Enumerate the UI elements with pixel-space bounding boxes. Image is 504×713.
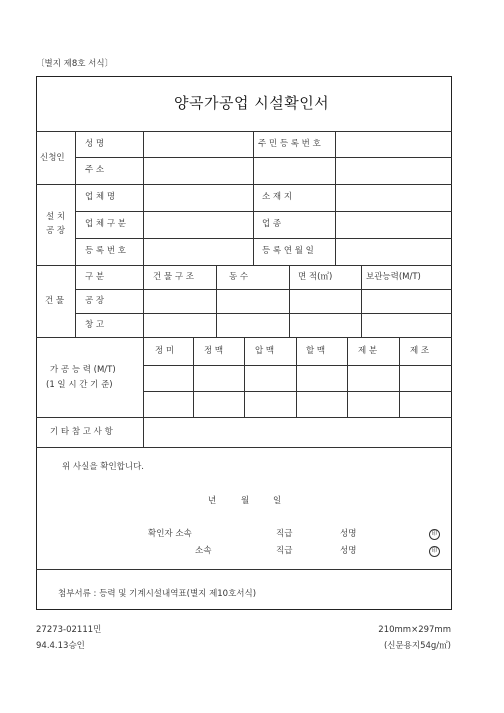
divider — [335, 131, 336, 265]
facility-group-label: 설 치 — [46, 212, 66, 222]
footer-paper: (신문용지54g/㎡) — [383, 641, 451, 651]
company-label: 업 체 명 — [85, 192, 116, 202]
facility-group-label: 공 장 — [46, 226, 66, 236]
signer2-name: 성명 — [340, 546, 357, 556]
divider — [296, 337, 297, 417]
building-structure-header: 건 물 구 조 — [153, 272, 194, 282]
signer1-affiliation: 확인자 소속 — [148, 529, 192, 539]
location-label: 소 재 지 — [262, 192, 293, 202]
date-year: 년 — [208, 496, 217, 506]
signer1-rank: 직급 — [276, 529, 293, 539]
building-count-header: 동 수 — [229, 272, 249, 282]
divider — [193, 337, 194, 417]
name-label: 성 명 — [85, 139, 105, 149]
divider — [36, 569, 452, 570]
form-code: 〔별지 제8호 서식〕 — [36, 59, 114, 69]
applicant-group-label: 신청인 — [40, 153, 65, 163]
capacity-col-header: 제 분 — [358, 346, 378, 356]
divider — [36, 131, 452, 132]
divider — [36, 417, 452, 418]
divider — [253, 131, 254, 265]
divider — [143, 365, 452, 366]
capacity-col-header: 정 맥 — [204, 346, 224, 356]
building-capacity-header: 보관능력(M/T) — [366, 272, 421, 282]
date-month: 월 — [241, 496, 250, 506]
address-label: 주 소 — [85, 165, 105, 175]
footer-size: 210mm×297mm — [378, 625, 451, 635]
capacity-sublabel: (1 일 시 간 기 준) — [46, 380, 113, 390]
factory-row-label: 공 장 — [85, 296, 105, 306]
capacity-col-header: 할 맥 — [306, 346, 326, 356]
seal-icon: 印 — [429, 546, 440, 557]
divider — [216, 265, 217, 337]
divider — [75, 211, 452, 212]
reg-date-label: 등 록 연 월 일 — [262, 246, 314, 256]
divider — [75, 289, 452, 290]
type-label: 업 체 구 분 — [85, 219, 126, 229]
divider — [399, 337, 400, 417]
signer2-rank: 직급 — [276, 546, 293, 556]
divider — [36, 184, 452, 185]
signer1-name: 성명 — [340, 529, 357, 539]
divider — [36, 447, 452, 448]
building-class-header: 구 분 — [85, 272, 105, 282]
divider — [361, 265, 362, 337]
divider — [75, 313, 452, 314]
date-day: 일 — [273, 496, 282, 506]
business-label: 업 종 — [262, 219, 282, 229]
divider — [36, 265, 452, 266]
divider — [244, 337, 245, 417]
capacity-col-header: 제 조 — [410, 346, 430, 356]
building-area-header: 면 적(㎡) — [298, 272, 333, 282]
warehouse-row-label: 창 고 — [85, 320, 105, 330]
divider — [75, 238, 452, 239]
capacity-col-header: 압 맥 — [255, 346, 275, 356]
signer2-affiliation: 소속 — [195, 546, 212, 556]
capacity-label: 가 공 능 력 (M/T) — [50, 365, 116, 375]
reg-no-label: 등 록 번 호 — [85, 246, 126, 256]
attachments-text: 첨부서류 : 등력 및 기계시설내역표(별지 제10호서식) — [58, 589, 257, 599]
footer-approval: 94.4.13승인 — [36, 641, 85, 651]
building-group-label: 건 물 — [45, 296, 65, 306]
page-title: 양곡가공업 시설확인서 — [174, 94, 330, 112]
divider — [347, 337, 348, 417]
seal-icon: 印 — [429, 529, 440, 540]
divider — [289, 265, 290, 337]
footer-code: 27273-02111민 — [36, 625, 102, 635]
divider — [75, 131, 76, 337]
divider — [143, 131, 144, 447]
confirm-text: 위 사실을 확인합니다. — [62, 462, 145, 472]
other-notes-label: 기 타 참 고 사 항 — [50, 427, 113, 437]
divider — [143, 391, 452, 392]
resident-no-label: 주 민 등 록 번 호 — [258, 139, 321, 149]
divider — [75, 157, 452, 158]
capacity-col-header: 정 미 — [155, 346, 175, 356]
